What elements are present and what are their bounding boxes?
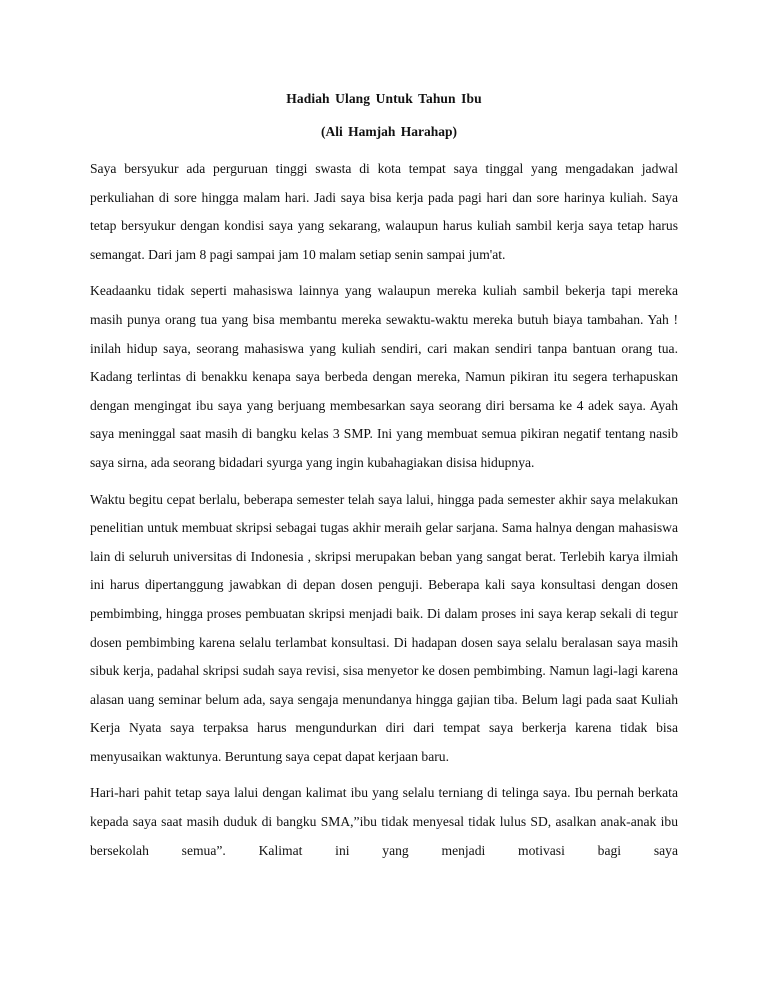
paragraph-3: Waktu begitu cepat berlalu, beberapa semester telah saya lalui, hingga pada semester akhir saya melakukan penelitian untuk membuat skripsi sebagai tugas akhir meraih gelar sarjana. Sama halnya dengan mahasiswa lain di seluruh universitas di Indonesia , skripsi merupakan beban yang sangat berat. Terlebih karya ilmiah ini harus dipertanggung jawabkan di depan dosen penguji. Beberapa kali saya konsultasi dengan dosen pembimbing, hingga proses pembuatan skripsi menjadi baik. Di dalam proses ini saya kerap sekali di tegur dosen pembimbing karena selalu terlambat konsultasi. Di hadapan dosen saya selalu beralasan saya masih sibuk kerja, padahal skripsi sudah saya revisi, sisa menyetor ke dosen pembimbing. Namun lagi-lagi karena alasan uang seminar belum ada, saya sengaja menundanya hingga gajian tiba. Belum lagi pada saat Kuliah Kerja Nyata saya terpaksa harus mengundurkan diri dari tempat saya berkerja karena tidak bisa menyusaikan waktunya. Beruntung saya cepat dapat kerjaan baru. (90, 491, 678, 764)
document-author: (Ali Hamjah Harahap) (320, 124, 457, 139)
paragraph-1: Saya bersyukur ada perguruan tinggi swasta di kota tempat saya tinggal yang mengadakan jadwal perkuliahan di sore hingga malam hari. Jadi saya bisa kerja pada pagi hari dan sore harinya kuliah. Saya tetap bersyukur dengan kondisi saya yang sekarang, walaupun harus kuliah sambil kerja saya tetap harus semangat. Dari jam 8 pagi sampai jam 10 malam setiap senin sampai jum'at. (90, 161, 678, 262)
paragraph-2: Keadaanku tidak seperti mahasiswa lainnya yang walaupun mereka kuliah sambil bekerja tapi mereka masih punya orang tua yang bisa membantu mereka sewaktu-waktu mereka butuh biaya tambahan. Yah ! inilah hidup saya, seorang mahasiswa yang kuliah sendiri, cari makan sendiri tanpa bantuan orang tua. Kadang terlintas di benakku kenapa saya berbeda dengan mereka, Namun pikiran itu segera terhapuskan dengan mengingat ibu saya yang berjuang membesarkan saya seorang diri bersama ke 4 adek saya. Ayah saya meninggal saat masih di bangku kelas 3 SMP. Ini yang membuat semua pikiran negatif tentang nasib saya sirna, ada seorang bidadari syurga yang ingin kubahagiakan disisa hidupnya. (90, 283, 678, 470)
paragraph-4: Hari-hari pahit tetap saya lalui dengan kalimat ibu yang selalu terniang di telinga saya. Ibu pernah berkata kepada saya saat masih duduk di bangku SMA,”ibu tidak menyesal tidak lulus SD, asalkan anak-anak ibu bersekolah semua”. Kalimat ini yang menjadi motivasi bagi saya (90, 785, 678, 858)
document-title: Hadiah Ulang Untuk Tahun Ibu (286, 91, 482, 106)
document-body (90, 155, 678, 873)
